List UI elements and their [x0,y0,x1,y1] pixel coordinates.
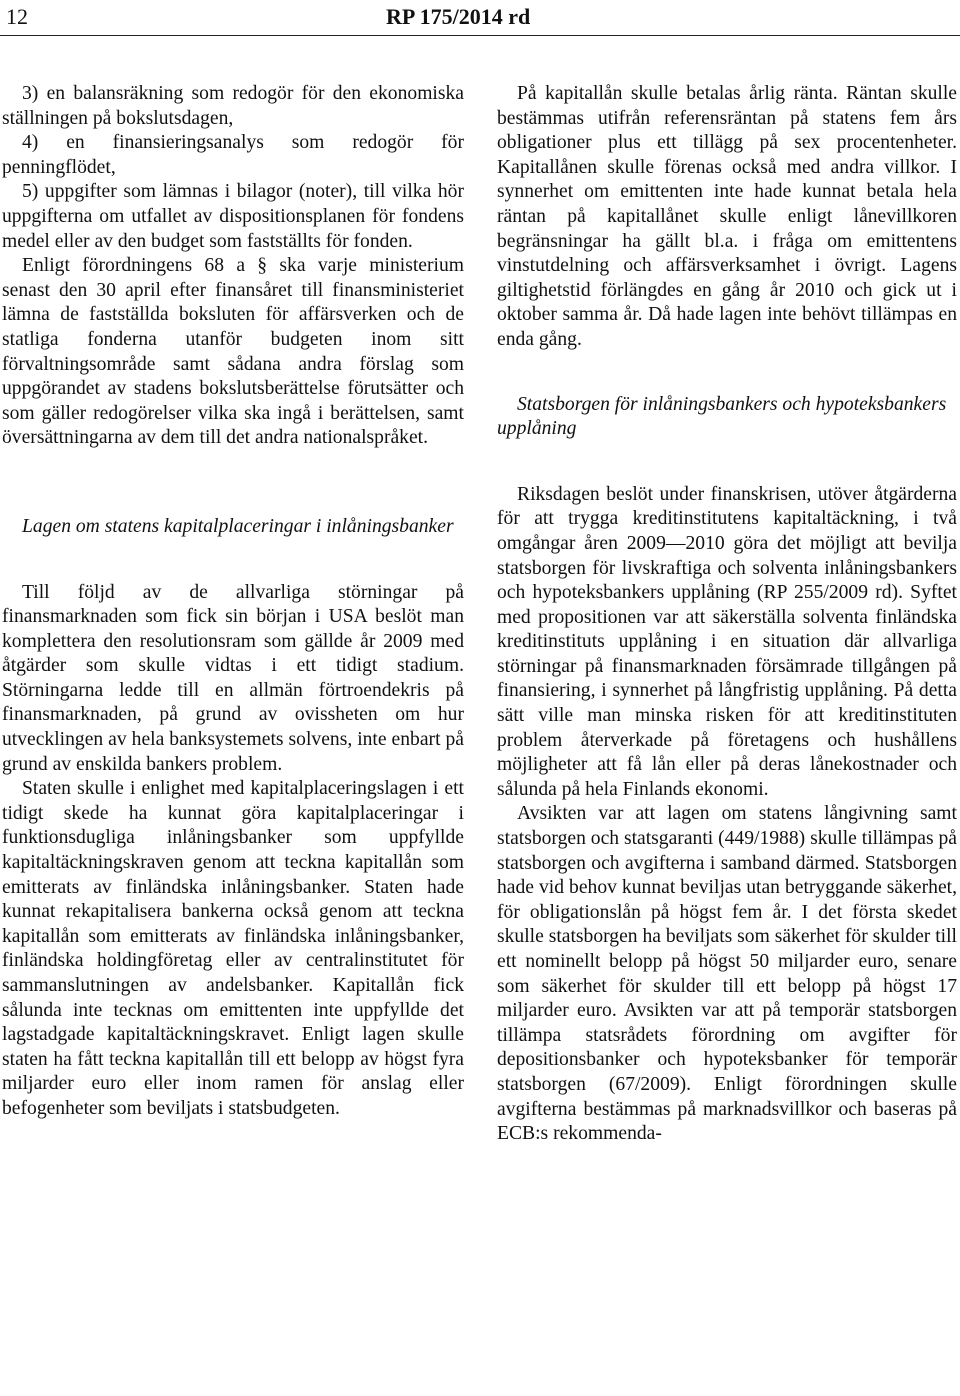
list-item: 3) en balansräkning som redogör för den ekonomiska ställningen på bokslutsdagen, [2,83,464,129]
list-item: 4) en finansieringsanalys som redogör för penningflödet, [2,132,464,178]
header-rule [0,35,960,36]
body-paragraph: På kapitallån skulle betalas årlig ränta. Räntan skulle bestämmas utifrån referensräntan på statens fem års obligationer plus ett tillägg på sex procentenheter. Kapitallånen skulle förenas också med andra villkor. I synnerhet om emittenten inte hade kunnat betala hela räntan på kapitallånet skulle enligt lånevillkoren begränsningar ha gällt bl.a. i fråga om emittentens vinstutdelning och affärsverksamhet i övrigt. Lagens giltighetstid förlängdes en gång år 2010 och gick ut i oktober samma år. Då hade lagen inte behövt tillämpas en enda gång. [497,83,957,350]
list-item: 5) uppgifter som lämnas i bilagor (noter), till vilka hör uppgifterna om utfallet av dispositionsplanen för fondens medel eller av den budget som fastställts för fonden. [2,181,464,252]
document-reference: RP 175/2014 rd [386,4,531,29]
page-number: 12 [6,4,28,29]
spacer [2,540,464,581]
spacer [497,353,957,393]
body-paragraph: Avsikten var att lagen om statens långivning samt statsborgen och statsgaranti (449/1988) skulle tillämpas på statsborgen och avgifterna i samband därmed. Statsborgen hade vid behov kunnat beviljas utan betryggande säkerhet, för obligationslån på högst fem år. I det första skedet skulle statsborgen ha beviljats som säkerhet för skulder till ett nominellt belopp på högst 50 miljarder euro, senare som säkerhet för skulder till ett belopp på högst 17 miljarder euro. Avsikten var att på temporär statsborgen tillämpa statsrådets förordning om avgifter för depositionsbanker och hypoteksbanker för temporär statsborgen (67/2009). Enligt förordningen skulle avgifterna bestämmas på marknadsvillkor och baseras på ECB:s rekommenda- [497,803,958,1145]
spacer [497,442,957,483]
section-heading: Lagen om statens kapitalplaceringar i inlåningsbanker [22,515,454,537]
right-column [497,82,957,1147]
spacer [2,451,464,515]
page-header [0,0,960,36]
left-column [2,82,464,1122]
body-paragraph: Enligt förordningens 68 a § ska varje ministerium senast den 30 april efter finansåret till finansministeriet lämna de fastställda boksluten för affärsverken och de statliga fonderna utanför budgeten inom sitt förvaltningsområde samt sådana andra förslag som uppgörandet av stadens bokslutsberättelse förutsätter och som gäller redogörelser vilka ska ingå i berättelsen, samt översättningarna av dem till det andra nationalspråket. [2,255,464,449]
body-paragraph: Riksdagen beslöt under finanskrisen, utöver åtgärderna för att trygga kreditinstitutens kapitaltäckning, i två omgångar åren 2009—2010 göra det möjligt att bevilja statsborgen för livskraftiga och solventa inlåningsbankers och hypoteksbankers upplåning (RP 255/2009 rd). Syftet med propositionen var att säkerställa solventa finländska kreditinstituts upplåning i en situation där allvarliga störningar på finansmarknaden försämrade tillgången på finansiering, i synnerhet på långfristig upplåning. På detta sätt ville man minska risken för att kreditinstituten problem återverkade på företagens och hushållens möjligheter att få lån eller på deras lånekostnader och sålunda på hela Finlands ekonomi. [497,483,957,800]
body-paragraph: Staten skulle i enlighet med kapitalplaceringslagen i ett tidigt skede ha kunnat göra kapitalplaceringar i funktionsdugliga inlåningsbanker som uppfyllde kapitaltäckningskraven genom att teckna kapitallån som emitterats av finländska inlåningsbanker. Staten hade kunnat rekapitalisera bankerna också genom att teckna kapitallån som emitterats av finländska inlåningsbanker, finländska holdingföretag eller av centralinstitutet för sammanslutningen av andelsbanker. Kapitallån fick sålunda inte tecknas om emittenten inte uppfyllde det lagstadgade kapitaltäckningskravet. Enligt lagen skulle staten ha fått teckna kapitallån till ett belopp av högst fyra miljarder euro eller inom ramen för anslag eller befogenheter som beviljats i statsbudgeten. [2,778,464,1119]
body-paragraph: Till följd av de allvarliga störningar på finansmarknaden som fick sin början i USA beslöt man komplettera den resolutionsram som gällde år 2009 med åtgärder som skulle vidtas i ett tidigt stadium. Störningarna ledde till en allmän förtroendekris på finansmarknaden, på grund av ovissheten om hur utvecklingen av hela banksystemets solvens, inte enbart på grund av enskilda bankers problem. [2,581,464,775]
section-heading: Statsborgen för inlåningsbankers och hypoteksbankers upplåning [497,393,947,440]
